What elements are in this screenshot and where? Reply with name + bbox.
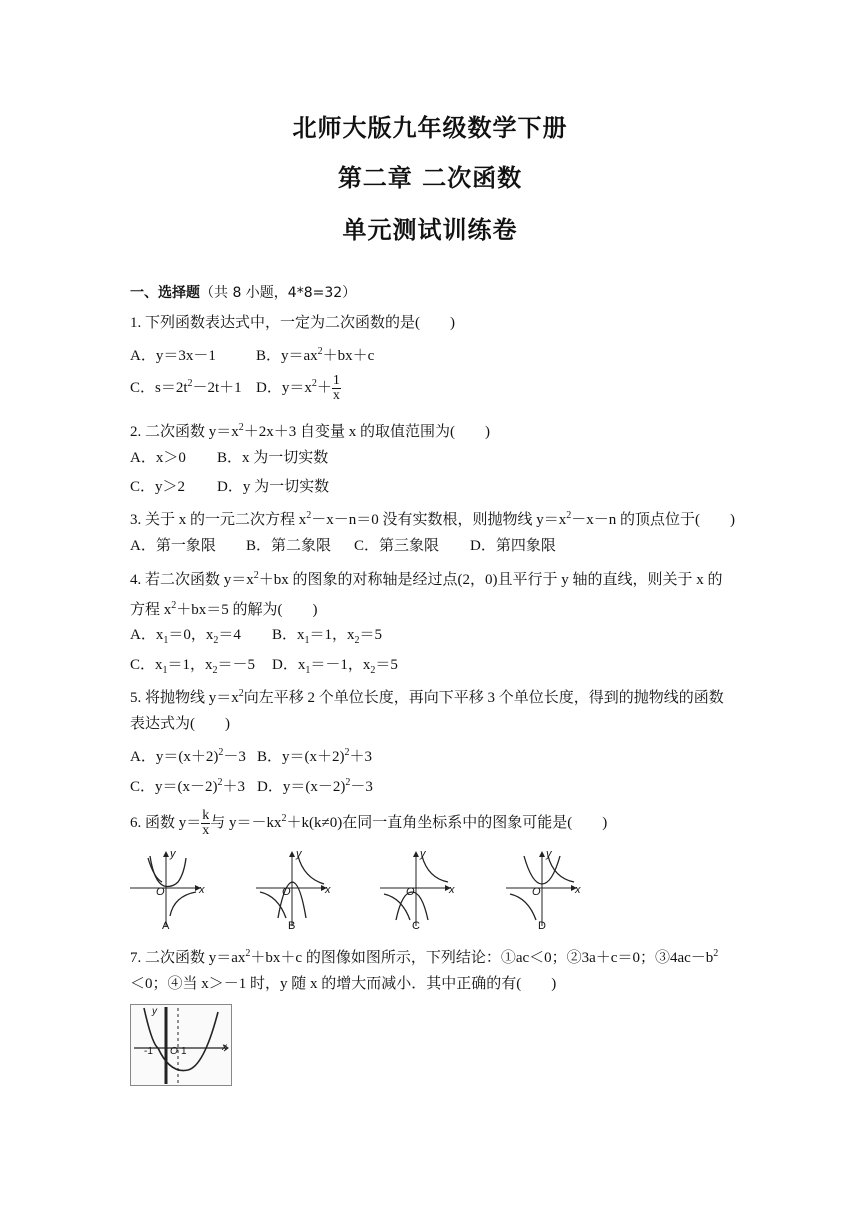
q5-option-c: C．$y=(x-2)^2+3$: [130, 777, 246, 795]
title-subtitle: 单元测试训练卷: [342, 216, 518, 244]
q1-option-d: D．$y=x^2+$ $\frac{1}{x}$: [256, 373, 340, 404]
q5-stem-line1: 5. 将抛物线 $y=x^2$向左平移 2 个单位长度，再向下平移 3 个单位长度，得到的抛物线的函数: [130, 688, 724, 706]
section-note: （共 8 小题，4*8=32）: [200, 285, 357, 301]
q6-graph-a: [130, 852, 200, 926]
q3-option-b: B．第二象限: [246, 538, 332, 554]
q2-option-a: A．x＞0: [130, 450, 186, 466]
q4-options-ab: [130, 625, 382, 651]
q6-a-axis-x: x: [199, 884, 205, 896]
q6-c-axis-y: y: [420, 848, 426, 860]
q4-option-d: D．$x_1=-1$，$x_2=5$: [272, 657, 398, 676]
q3-option-c: C．第三象限: [354, 538, 440, 554]
q6-b-axis-x: x: [325, 884, 331, 896]
q7-tick-neg1: -1: [144, 1046, 153, 1057]
q6-b-axis-y: y: [296, 848, 302, 860]
q6-graph-d: [506, 852, 576, 926]
q4-option-c: C．$x_1=1$，$x_2=-5$: [130, 657, 256, 676]
q1-options-ab: [130, 342, 374, 366]
title-main: 北师大版九年级数学下册: [292, 114, 568, 142]
q7-origin: O: [170, 1046, 178, 1057]
q6-label-c: C: [412, 920, 420, 932]
q7-tick-1: 1: [181, 1046, 187, 1057]
q5-options-cd: [130, 773, 373, 797]
title-chapter: 第二章 二次函数: [337, 164, 523, 192]
q7-graph: [130, 1004, 232, 1086]
q6-label-a: A: [162, 920, 170, 932]
q6-label-d: D: [538, 920, 546, 932]
q3-stem: 3. 关于 x 的一元二次方程 $x^2-x-n=0$ 没有实数根，则抛物线 $y=x^2-x-n$ 的顶点位于( ): [130, 510, 736, 528]
q5-option-a: A．$y=(x+2)^2-3$: [130, 747, 246, 765]
q6-d-axis-y: y: [546, 848, 552, 860]
q1-option-c: C．$s=2t^2-2t+1$: [130, 378, 242, 396]
q6-fraction: $\frac{k}{x}$: [202, 808, 210, 839]
q6-a-origin: O: [156, 886, 165, 898]
q6-graphs: [128, 848, 588, 938]
q1-fraction: $\frac{1}{x}$: [332, 373, 340, 404]
q6-a-axis-y: y: [170, 848, 176, 860]
q6-label-b: B: [288, 920, 296, 932]
q6-stem: 6. 函数 y＝ $\frac{k}{x}$ 与 $y=-kx^2+k(k\ne 0)$在同一直角坐标系中的图象可能是( ): [130, 808, 608, 839]
q6-c-axis-x: x: [449, 884, 455, 896]
q1-options-cd: [130, 374, 341, 403]
q2-options-ab: [130, 448, 328, 468]
q3-option-a: A．第一象限: [130, 538, 216, 554]
q7-stem-line2: ＜0；④当 x＞－1 时，y 随 x 的增大而减小．其中正确的有( ): [130, 976, 557, 992]
q5-option-d: D．$y=(x-2)^2-3$: [257, 777, 373, 795]
q6-graph-b: [256, 852, 326, 926]
q4-stem-line1: 4. 若二次函数 $y=x^2+bx$ 的图象的对称轴是经过点(2，0)且平行于 y 轴的直线，则关于 x 的: [130, 570, 723, 588]
q2-option-d: D．y 为一切实数: [217, 479, 330, 495]
q2-option-c: C．y＞2: [130, 479, 186, 495]
q1-stem: 1. 下列函数表达式中，一定为二次函数的是( ): [130, 315, 455, 331]
q2-options-cd: [130, 477, 329, 497]
q5-stem-line2: 表达式为( ): [130, 716, 230, 732]
q4-stem-line2: 方程 $x^2+bx=5$ 的解为( ): [130, 600, 318, 618]
q3-options: [130, 536, 556, 556]
q3-option-d: D．第四象限: [470, 538, 556, 554]
q6-d-origin: O: [532, 886, 541, 898]
q7-axis-y: y: [152, 1006, 157, 1017]
q5-option-b: B．$y=(x+2)^2+3$: [257, 747, 373, 765]
q6-c-origin: O: [406, 886, 415, 898]
section-header: [130, 283, 356, 303]
q4-options-cd: [130, 655, 398, 681]
q7-axis-x: x: [222, 1042, 227, 1053]
q4-option-a: A．$x_1=0$，$x_2=4$: [130, 627, 241, 646]
q4-option-b: B．$x_1=1$，$x_2=5$: [272, 627, 383, 646]
q7-stem-line1: 7. 二次函数 $y=ax^2+bx+c$ 的图像如图所示，下列结论：①ac＜0；②3a＋c＝0；$③4ac-b^2$: [130, 948, 719, 966]
q5-options-ab: [130, 743, 372, 767]
q2-stem: 2. 二次函数 $y=x^2+2x+3$ 自变量 x 的取值范围为( ): [130, 422, 491, 440]
q6-d-axis-x: x: [575, 884, 581, 896]
section-label: 一、选择题: [130, 285, 200, 301]
q2-option-b: B．x 为一切实数: [217, 450, 329, 466]
q1-option-b: B．$y=ax^2+bx+c$: [256, 346, 375, 364]
q1-option-a: A．y＝3x－1: [130, 348, 216, 364]
q6-graph-c: [380, 852, 450, 926]
q6-b-origin: O: [282, 886, 291, 898]
